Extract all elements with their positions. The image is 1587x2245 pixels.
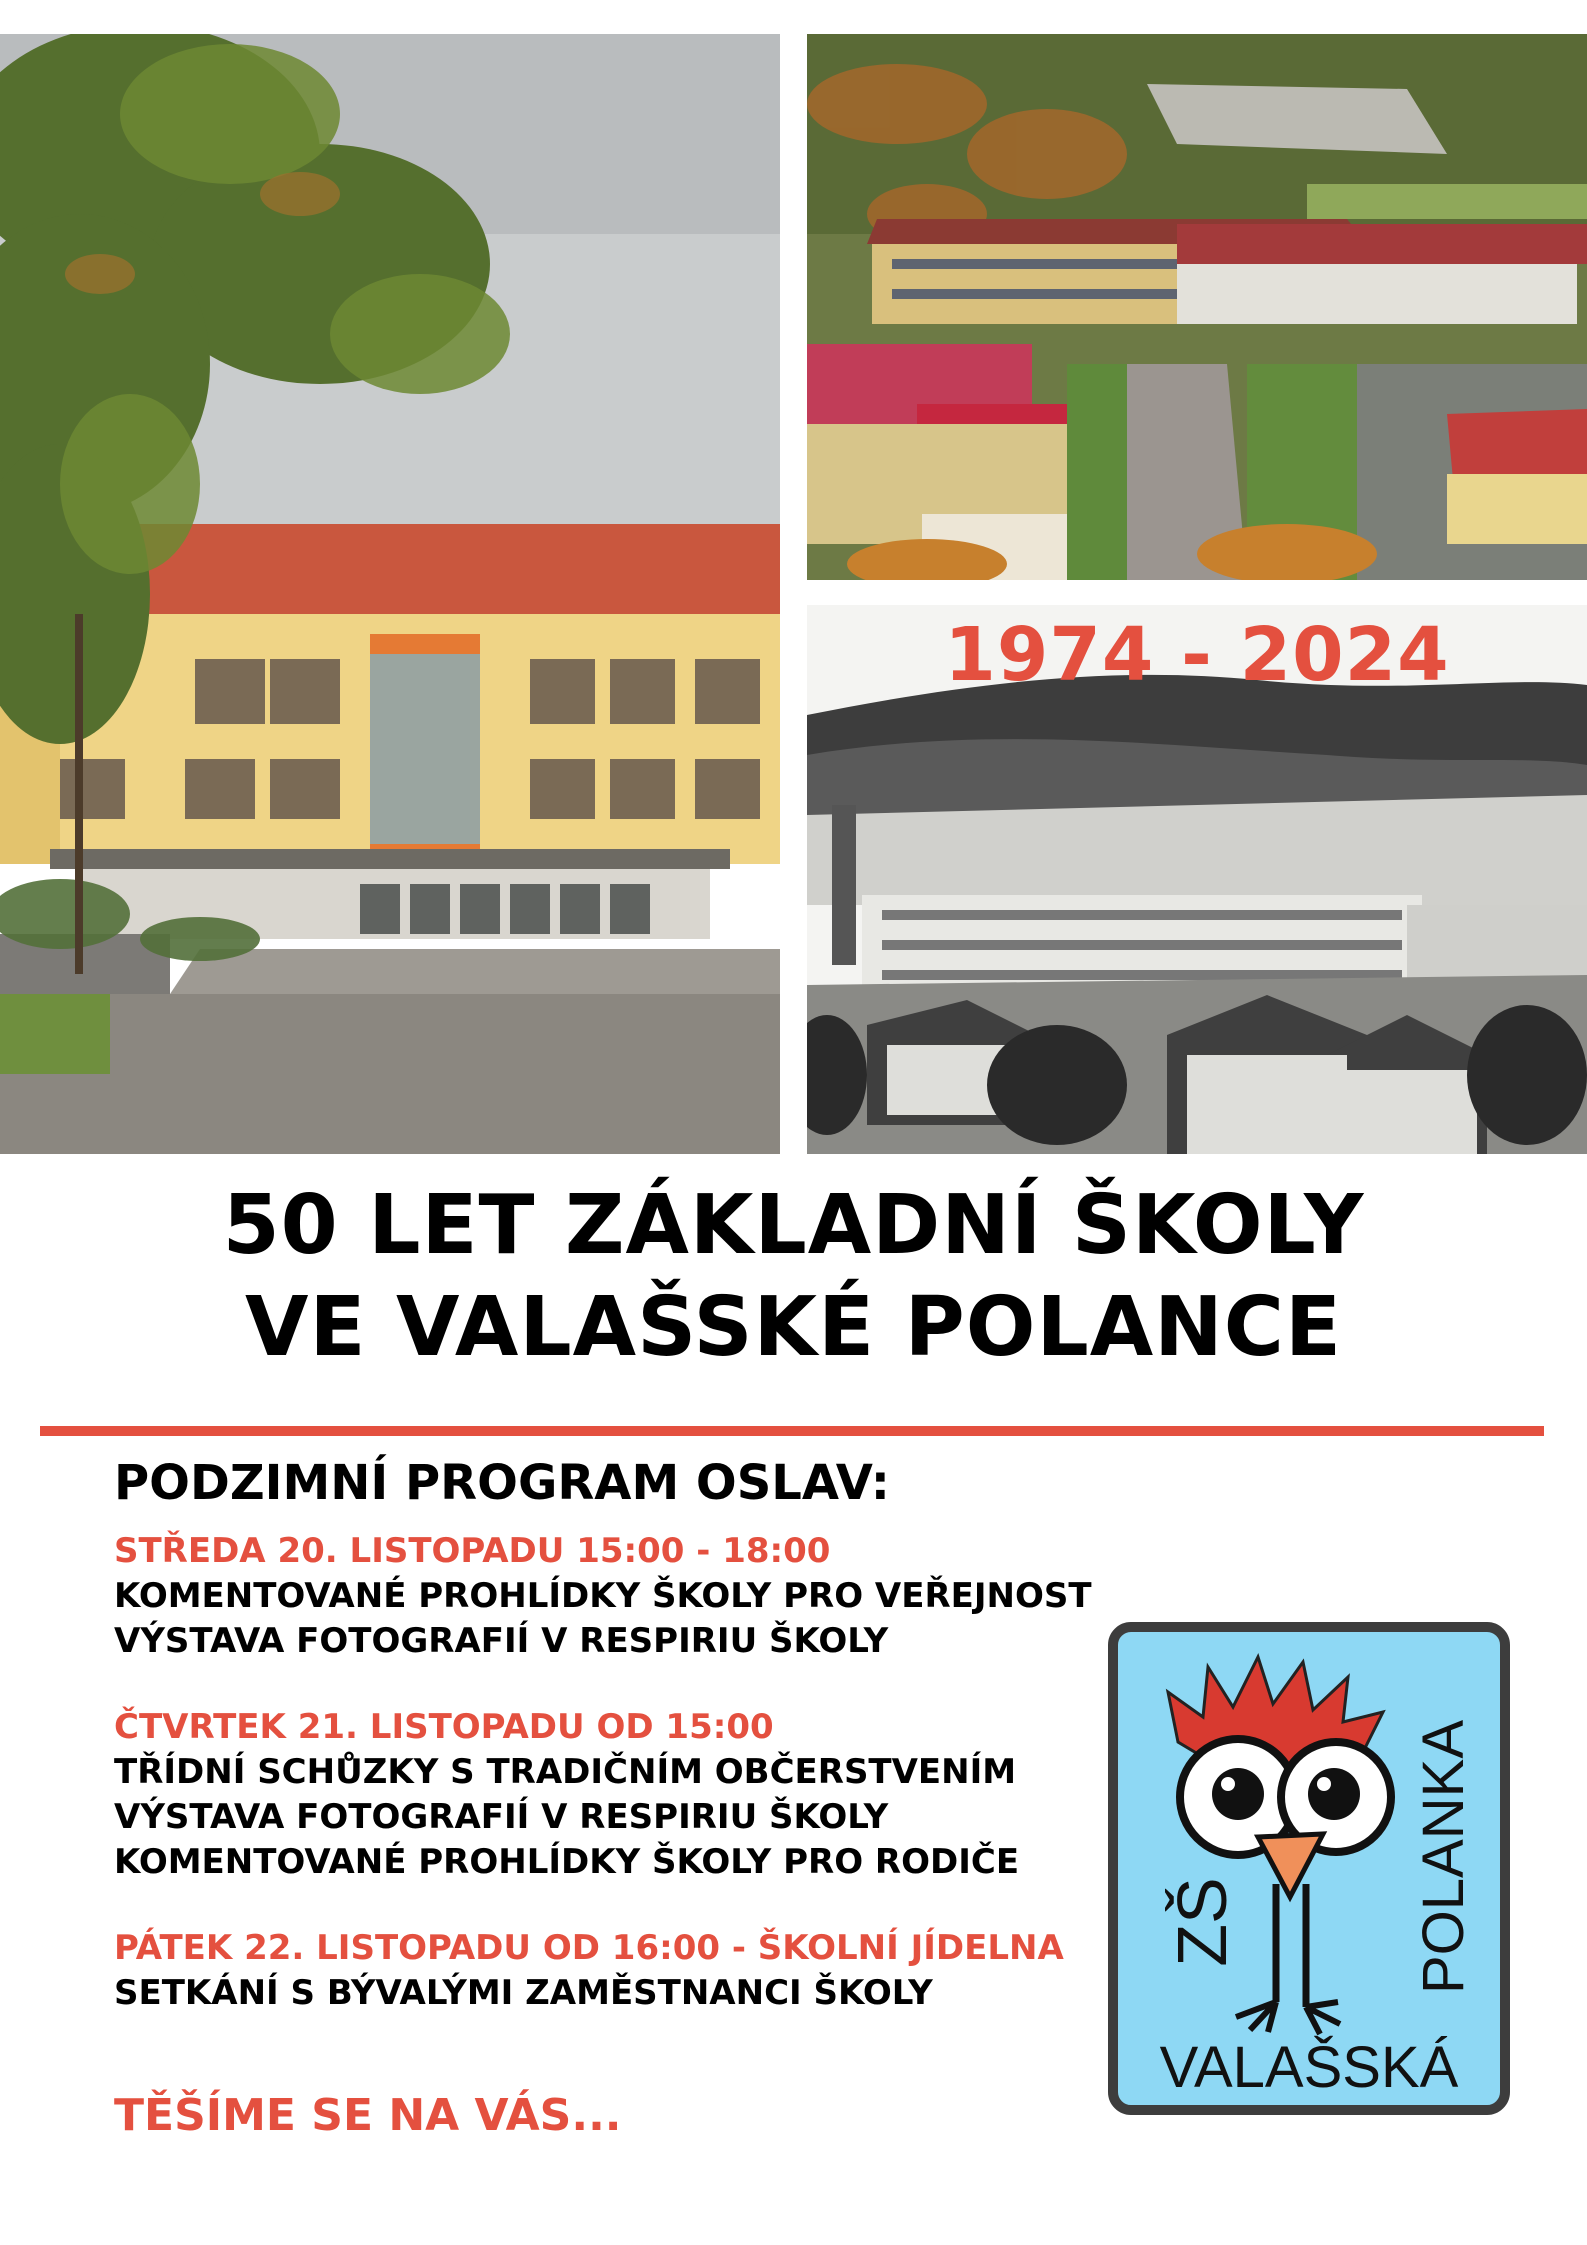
- logo-text-polanka: POLANKA: [1411, 1720, 1476, 1994]
- event-heading: STŘEDA 20. LISTOPADU 15:00 - 18:00: [114, 1531, 831, 1571]
- anniversary-years: 1974 - 2024: [944, 612, 1450, 698]
- event-line: KOMENTOVANÉ PROHLÍDKY ŠKOLY PRO VEŘEJNOST: [114, 1576, 1092, 1616]
- event-heading: ČTVRTEK 21. LISTOPADU OD 15:00: [114, 1707, 774, 1747]
- logo-text-zs: ZŠ: [1163, 1877, 1241, 1967]
- school-building-photo: [0, 34, 780, 1154]
- headline-line-2: VE VALAŠSKÉ POLANCE: [245, 1280, 1342, 1375]
- aerial-school-photo: [807, 34, 1587, 580]
- section-divider: [40, 1426, 1544, 1436]
- program-title: PODZIMNÍ PROGRAM OSLAV:: [114, 1455, 890, 1511]
- school-logo: [1108, 1622, 1510, 2115]
- event-line: TŘÍDNÍ SCHŮZKY S TRADIČNÍM OBČERSTVENÍM: [114, 1752, 1017, 1792]
- event-line: KOMENTOVANÉ PROHLÍDKY ŠKOLY PRO RODIČE: [114, 1842, 1020, 1882]
- headline-line-1: 50 LET ZÁKLADNÍ ŠKOLY: [222, 1178, 1365, 1273]
- event-line: SETKÁNÍ S BÝVALÝMI ZAMĚSTNANCI ŠKOLY: [114, 1973, 933, 2013]
- event-heading: PÁTEK 22. LISTOPADU OD 16:00 - ŠKOLNÍ JÍDELNA: [114, 1928, 1064, 1968]
- logo-text-valasska: VALAŠSKÁ: [1159, 2035, 1459, 2100]
- event-line: VÝSTAVA FOTOGRAFIÍ V RESPIRIU ŠKOLY: [114, 1797, 889, 1837]
- event-line: VÝSTAVA FOTOGRAFIÍ V RESPIRIU ŠKOLY: [114, 1621, 889, 1661]
- closing-text: TĚŠÍME SE NA VÁS...: [114, 2090, 622, 2141]
